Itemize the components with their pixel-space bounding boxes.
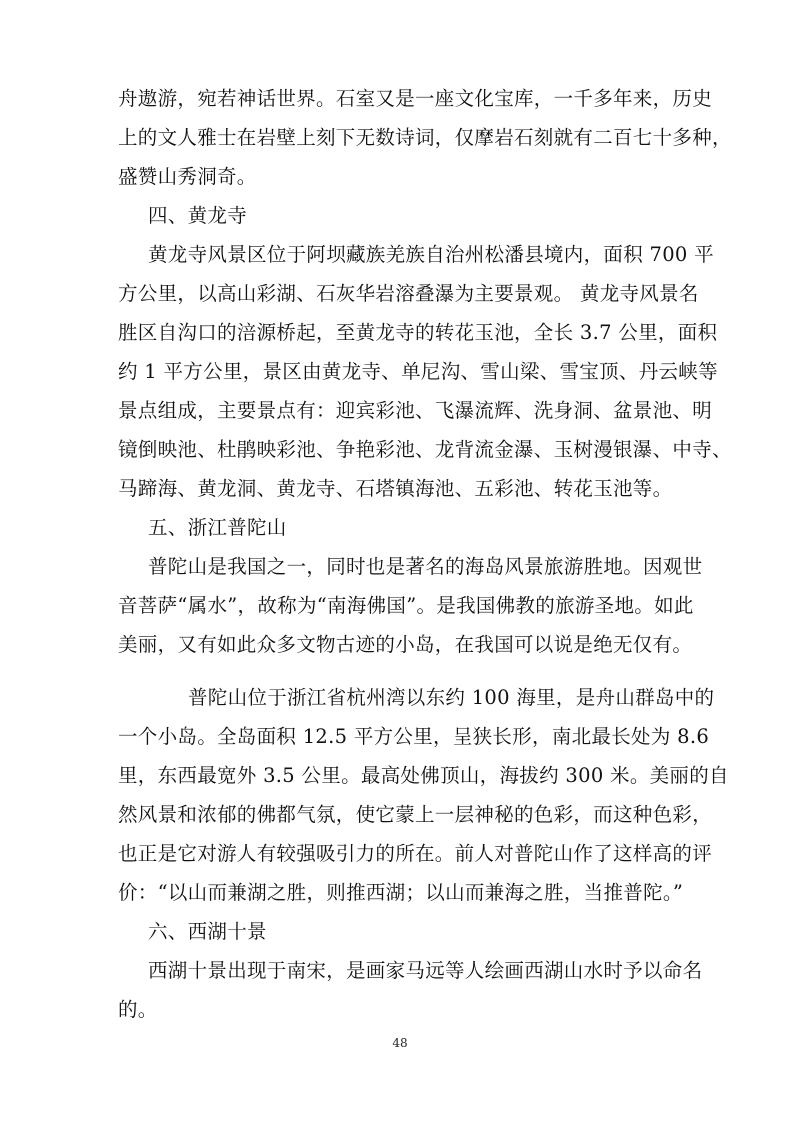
text-line: 盛赞山秀洞奇。 bbox=[118, 165, 257, 188]
text-line: 西湖十景出现于南宋，是画家马远等人绘画西湖山水时予以命名 bbox=[148, 959, 703, 982]
text-line: 景点组成，主要景点有：迎宾彩池、飞瀑流辉、洗身洞、盆景池、明 bbox=[118, 399, 713, 422]
text-line: 方公里，以高山彩湖、石灰华岩溶叠瀑为主要景观。 黄龙寺风景名 bbox=[118, 282, 699, 305]
text-line: 一个小岛。全岛面积 12.5 平方公里，呈狭长形，南北最长处为 8.6 bbox=[118, 725, 710, 748]
section-heading: 六、西湖十景 bbox=[148, 920, 267, 943]
text-line: 普陀山位于浙江省杭州湾以东约 100 海里，是舟山群岛中的 bbox=[188, 686, 715, 709]
text-line: 然风景和浓郁的佛都气氛，使它蒙上一层神秘的色彩，而这种色彩， bbox=[118, 803, 713, 826]
text-line: 马蹄海、黄龙洞、黄龙寺、石塔镇海池、五彩池、转花玉池等。 bbox=[118, 477, 673, 500]
text-line: 胜区自沟口的涪源桥起，至黄龙寺的转花玉池，全长 3.7 公里，面积 bbox=[118, 321, 718, 344]
section-heading: 四、黄龙寺 bbox=[148, 204, 248, 227]
text-line: 美丽，又有如此众多文物古迹的小岛，在我国可以说是绝无仅有。 bbox=[118, 633, 693, 656]
text-line: 黄龙寺风景区位于阿坝藏族羌族自治州松潘县境内，面积 700 平 bbox=[148, 243, 714, 266]
text-line: 音菩萨“属水”，故称为“南海佛国”。是我国佛教的旅游圣地。如此 bbox=[118, 594, 694, 617]
text-line: 也正是它对游人有较强吸引力的所在。前人对普陀山作了这样高的评 bbox=[118, 842, 713, 865]
text-line: 镜倒映池、杜鹃映彩池、争艳彩池、龙背流金瀑、玉树漫银瀑、中寺、 bbox=[118, 438, 732, 461]
text-line: 约 1 平方公里，景区由黄龙寺、单尼沟、雪山梁、雪宝顶、丹云峡等 bbox=[118, 360, 718, 383]
text-line: 价：“以山而兼湖之胜，则推西湖；以山而兼海之胜，当推普陀。” bbox=[118, 881, 684, 904]
text-line: 普陀山是我国之一，同时也是著名的海岛风景旅游胜地。因观世 bbox=[148, 555, 703, 578]
section-heading: 五、浙江普陀山 bbox=[148, 516, 287, 539]
text-line: 舟遨游，宛若神话世界。石室又是一座文化宝库，一千多年来，历史 bbox=[118, 87, 713, 110]
text-line: 上的文人雅士在岩壁上刻下无数诗词，仅摩岩石刻就有二百七十多种， bbox=[118, 126, 732, 149]
page-number: 48 bbox=[392, 1036, 408, 1050]
text-line: 的。 bbox=[118, 998, 158, 1021]
text-line: 里，东西最宽外 3.5 公里。最高处佛顶山，海拔约 300 米。美丽的自 bbox=[118, 764, 729, 787]
